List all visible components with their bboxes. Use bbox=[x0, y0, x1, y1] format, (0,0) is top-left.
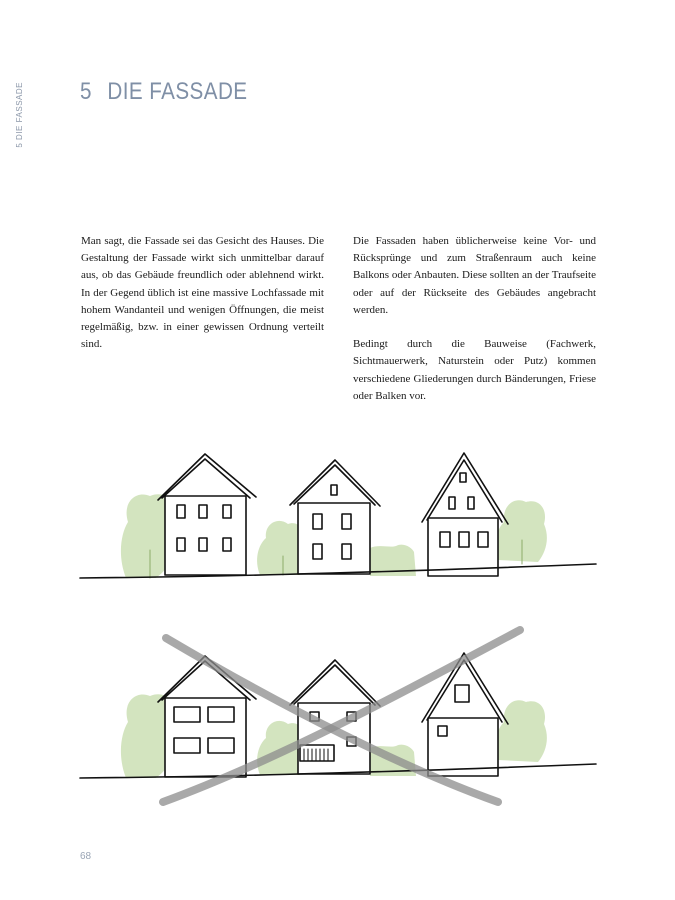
facade-illustration bbox=[78, 440, 598, 820]
good-facade-sketch bbox=[80, 453, 596, 578]
house-1 bbox=[158, 656, 256, 777]
house-2 bbox=[290, 460, 380, 574]
side-chapter-label: 5 DIE FASSADE bbox=[15, 82, 24, 148]
paragraph: Die Fassaden haben üblicherweise keine Vor- und Rücksprünge und zum Straßenraum auch keine Balkons oder Anbauten. Diese sollten an der Traufseite oder auf der Rückseite des Gebäudes angebracht werden. bbox=[353, 235, 596, 316]
paragraph: Man sagt, die Fassade sei das Gesicht des Hauses. Die Gestaltung der Fassade wirkt sich unmittelbar darauf aus, ob das Gebäude freundlich oder ablehnend wirkt. In der Gegend üblich ist eine massive Lochfassade mit hohem Wandanteil und wenigen Öffnungen, die meist regelmäßig, bzw. in einer gewissen Ordnung verteilt sind. bbox=[81, 235, 324, 351]
chapter-number: 5 bbox=[80, 78, 92, 105]
text-column-right bbox=[353, 233, 596, 422]
paragraph: Bedingt durch die Bauweise (Fachwerk, Sichtmauerwerk, Naturstein oder Putz) kommen verschiedene Gliederungen durch Bänderungen, Friese oder Balken vor. bbox=[353, 338, 596, 402]
page-number: 68 bbox=[80, 851, 92, 862]
chapter-title bbox=[80, 78, 247, 106]
house-3 bbox=[422, 453, 508, 576]
text-column-left bbox=[81, 233, 324, 371]
bad-facade-sketch-crossed bbox=[80, 630, 596, 802]
chapter-title-text: DIE FASSADE bbox=[107, 78, 248, 105]
house-1 bbox=[158, 454, 256, 575]
